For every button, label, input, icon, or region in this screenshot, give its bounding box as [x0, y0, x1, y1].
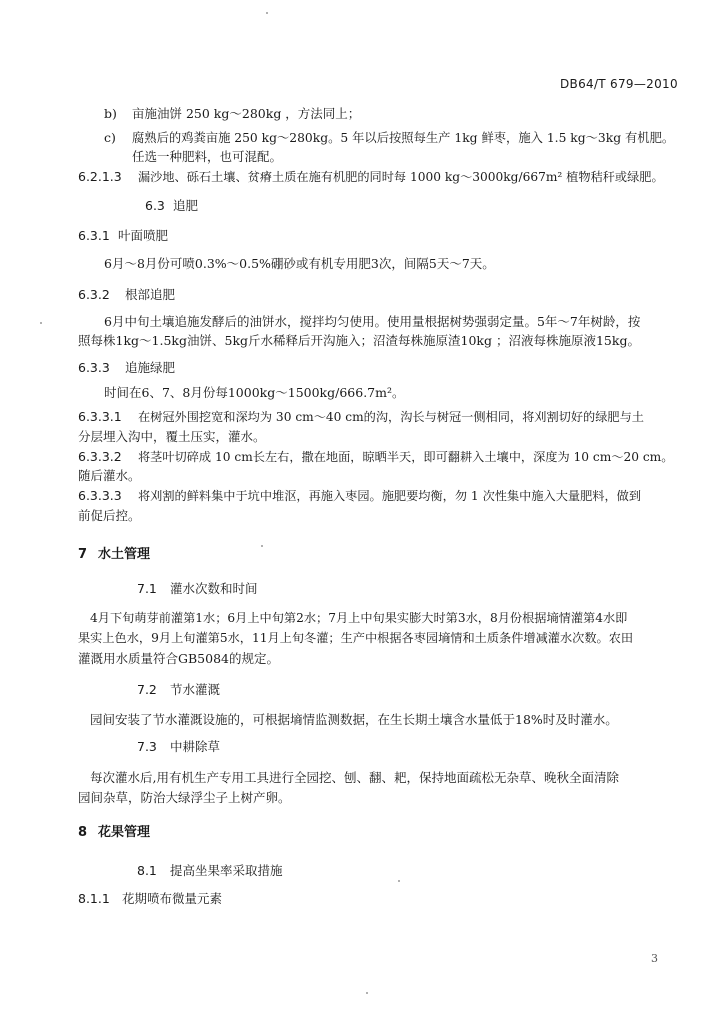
section-number: 6.3.1	[78, 228, 110, 243]
page-number: 3	[651, 952, 658, 965]
paragraph-text: 园间安装了节水灌溉设施的，可根据墒情监测数据，在生长期土壤含水量低于18%时及时灌水。	[90, 712, 618, 727]
section-number: 6.3.3	[78, 360, 110, 375]
paragraph-text: 灌溉用水质量符合GB5084的规定。	[78, 651, 279, 666]
paragraph-text: 照每株1kg～1.5kg油饼、5kg斤水稀释后开沟施入；沼渣每株施原渣10kg ；沼液每株施原液15kg。	[78, 333, 640, 348]
clause-number: 6.3.3.1	[78, 409, 122, 424]
list-label-c: c)	[104, 130, 116, 145]
section-title: 灌水次数和时间	[170, 581, 258, 596]
section-number: 8.1.1	[78, 891, 110, 906]
list-text-c-cont: 任选一种肥料，也可混配。	[132, 149, 283, 164]
scan-speck	[261, 545, 263, 547]
section-title: 根部追肥	[125, 287, 176, 302]
list-label-b: b)	[104, 106, 117, 121]
clause-text: 将茎叶切碎成 10 cm长左右，撒在地面，晾晒半天，即可翻耕入土壤中，深度为 10 cm～20 cm。	[138, 450, 674, 464]
section-title: 追肥	[173, 198, 199, 213]
section-title: 叶面喷肥	[118, 228, 169, 243]
clause-text: 前促后控。	[78, 508, 141, 523]
clause-number: 6.3.3.3	[78, 488, 122, 503]
section-number: 7.1	[137, 581, 157, 596]
list-text-c: 腐熟后的鸡粪亩施 250 kg～280kg。5 年以后按照每生产 1kg 鲜枣，施入 1.5 kg～3kg 有机肥。	[132, 131, 675, 145]
section-number: 7.2	[137, 682, 157, 697]
scan-speck	[266, 12, 268, 14]
section-title: 节水灌溉	[170, 682, 221, 697]
document-code: DB64/T 679—2010	[560, 77, 678, 91]
chapter-number: 8	[78, 825, 88, 840]
section-title: 追施绿肥	[125, 360, 176, 375]
clause-text: 漏沙地、砾石土壤、贫瘠土质在施有机肥的同时每 1000 kg～3000kg/667m² 植物秸秆或绿肥。	[138, 170, 664, 184]
chapter-number: 7	[78, 547, 88, 562]
section-number: 7.3	[137, 739, 157, 754]
section-title: 花期喷布微量元素	[122, 891, 223, 906]
clause-number: 6.3.3.2	[78, 449, 122, 464]
clause-text: 将刈割的鲜料集中于坑中堆沤，再施入枣园。施肥要均衡，勿 1 次性集中施入大量肥料，做到	[138, 489, 642, 503]
section-number: 6.3.2	[78, 287, 110, 302]
scan-speck	[40, 322, 42, 324]
clause-number: 6.2.1.3	[78, 169, 122, 184]
section-title: 中耕除草	[170, 739, 221, 754]
paragraph-text: 4月下旬萌芽前灌第1水；6月上中旬第2水；7月上中旬果实膨大时第3水，8月份根据墒情灌第4水即	[90, 611, 628, 625]
section-title: 提高坐果率采取措施	[170, 863, 283, 878]
clause-text: 在树冠外围挖宽和深均为 30 cm～40 cm的沟，沟长与树冠一侧相同，将刈割切好的绿肥与土	[138, 410, 644, 424]
paragraph-text: 果实上色水，9月上旬灌第5水，11月上旬冬灌；生产中根据各枣园墒情和土质条件增减灌水次数。农田	[78, 631, 634, 645]
scan-speck	[366, 992, 368, 994]
clause-text: 随后灌水。	[78, 468, 141, 483]
paragraph-text: 6月中旬土壤追施发酵后的油饼水，搅拌均匀使用。使用量根据树势强弱定量。5年～7年树龄，按	[104, 314, 641, 329]
paragraph-text: 时间在6、7、8月份每1000kg～1500kg/666.7m²。	[104, 385, 405, 400]
section-number: 8.1	[137, 863, 157, 878]
paragraph-text: 园间杂草，防治大绿浮尘子上树产卵。	[78, 790, 291, 805]
list-text-b: 亩施油饼 250 kg～280kg ，方法同上；	[132, 106, 361, 121]
paragraph-text: 每次灌水后,用有机生产专用工具进行全园挖、刨、翻、耙，保持地面疏松无杂草、晚秋全面清除	[90, 770, 619, 785]
scan-speck	[398, 880, 400, 882]
paragraph-text: 6月～8月份可喷0.3%～0.5%硼砂或有机专用肥3次，间隔5天～7天。	[104, 256, 495, 271]
chapter-title: 花果管理	[98, 825, 151, 840]
clause-text: 分层埋入沟中，覆土压实，灌水。	[78, 429, 266, 444]
section-number: 6.3	[145, 198, 165, 213]
chapter-title: 水土管理	[98, 547, 151, 562]
